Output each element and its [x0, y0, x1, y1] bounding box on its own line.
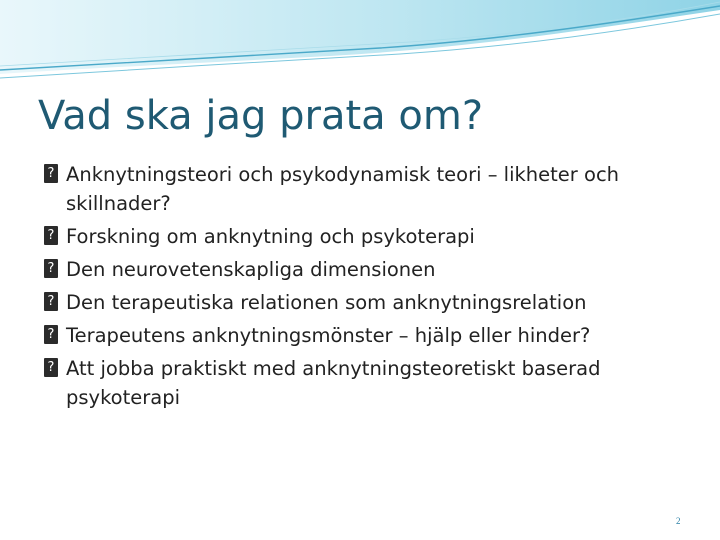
bullet-item [44, 288, 684, 317]
bullet-text: Att jobba praktiskt med anknytningsteoretiskt baserad psykoterapi [66, 357, 601, 409]
slide-title: Vad ska jag prata om? [38, 93, 484, 139]
bullet-text: Den terapeutiska relationen som anknytningsrelation [66, 291, 587, 314]
bullet-glyph-icon: ? [44, 358, 58, 377]
bullet-text: Anknytningsteori och psykodynamisk teori – likheter och skillnader? [66, 163, 620, 215]
bullet-item [44, 354, 684, 412]
bullet-item [44, 255, 684, 284]
slide-number: 2 [676, 516, 681, 526]
bullet-glyph-icon: ? [44, 259, 58, 278]
bullet-text: Den neurovetenskapliga dimensionen [66, 258, 436, 281]
bullet-item [44, 222, 684, 251]
bullet-glyph-icon: ? [44, 226, 58, 245]
bullet-glyph-icon: ? [44, 164, 58, 183]
bullet-list [44, 160, 684, 416]
bullet-item [44, 321, 684, 350]
bullet-text: Forskning om anknytning och psykoterapi [66, 225, 475, 248]
bullet-item [44, 160, 684, 218]
bullet-glyph-icon: ? [44, 325, 58, 344]
header-wave-decoration [0, 0, 720, 90]
bullet-glyph-icon: ? [44, 292, 58, 311]
bullet-text: Terapeutens anknytningsmönster – hjälp eller hinder? [66, 324, 591, 347]
